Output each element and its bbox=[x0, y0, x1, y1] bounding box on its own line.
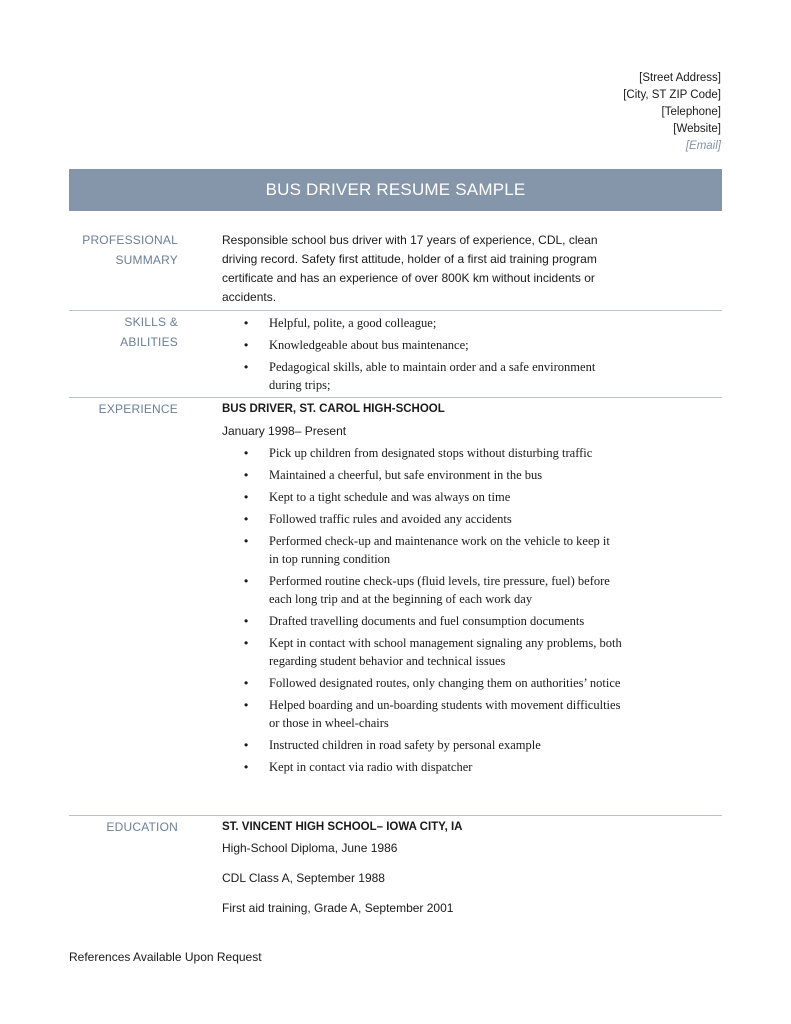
list-item: • Kept to a tight schedule and was always on time bbox=[244, 490, 511, 504]
street-address: [Street Address] bbox=[639, 72, 721, 84]
list-item: • Drafted travelling documents and fuel consumption documents bbox=[244, 614, 585, 628]
divider-2 bbox=[69, 397, 722, 398]
list-item: • Performed check-up and maintenance work on the vehicle to keep it in top running condition bbox=[244, 534, 610, 566]
list-item: • Kept in contact via radio with dispatcher bbox=[244, 760, 473, 774]
education-line: First aid training, Grade A, September 2001 bbox=[222, 901, 454, 915]
education-content bbox=[222, 818, 622, 918]
list-item: • Helped boarding and un-boarding students with movement difficulties or those in wheel-chairs bbox=[244, 698, 621, 730]
title-banner bbox=[69, 169, 722, 211]
skills-content bbox=[222, 314, 622, 398]
summary-text: Responsible school bus driver with 17 years of experience, CDL, clean driving record. Safety first attitude, holder of a first aid training program certificate and has an experience of over 800K km without incidents or accidents. bbox=[222, 233, 598, 304]
city-state-zip: [City, ST ZIP Code] bbox=[623, 89, 721, 101]
summary-content bbox=[222, 231, 622, 307]
list-item: • Maintained a cheerful, but safe environment in the bus bbox=[244, 468, 543, 482]
skills-label: SKILLS & ABILITIES bbox=[120, 315, 178, 349]
experience-content bbox=[222, 400, 622, 780]
job-dates: January 1998– Present bbox=[222, 424, 347, 438]
education-line: High-School Diploma, June 1986 bbox=[222, 841, 398, 855]
summary-label bbox=[69, 230, 178, 270]
education-label: EDUCATION bbox=[106, 820, 178, 834]
list-item: • Knowledgeable about bus maintenance; bbox=[244, 338, 469, 352]
school-title: ST. VINCENT HIGH SCHOOL– IOWA CITY, IA bbox=[222, 821, 463, 833]
contact-block bbox=[623, 70, 721, 155]
experience-label: EXPERIENCE bbox=[98, 402, 178, 416]
list-item: • Pick up children from designated stops without disturbing traffic bbox=[244, 446, 593, 460]
summary-label-line1: PROFESSIONAL bbox=[82, 233, 178, 247]
email: [Email] bbox=[685, 140, 721, 152]
experience-list bbox=[222, 444, 622, 776]
resume-title: BUS DRIVER RESUME SAMPLE bbox=[265, 180, 526, 199]
job-title: BUS DRIVER, ST. CAROL HIGH-SCHOOL bbox=[222, 403, 445, 415]
divider-3 bbox=[69, 815, 722, 816]
list-item: • Kept in contact with school management signaling any problems, both regarding student behavior and technical issues bbox=[244, 636, 622, 668]
list-item: • Followed designated routes, only changing them on authorities’ notice bbox=[244, 676, 621, 690]
education-line: CDL Class A, September 1988 bbox=[222, 871, 385, 885]
references-note: References Available Upon Request bbox=[69, 950, 262, 964]
list-item: • Instructed children in road safety by personal example bbox=[244, 738, 541, 752]
website: [Website] bbox=[673, 123, 721, 135]
list-item: • Pedagogical skills, able to maintain order and a safe environment during trips; bbox=[244, 360, 596, 392]
list-item: • Helpful, polite, a good colleague; bbox=[244, 316, 437, 330]
list-item: • Performed routine check-ups (fluid levels, tire pressure, fuel) before each long trip and at the beginning of each work day bbox=[244, 574, 610, 606]
list-item: • Followed traffic rules and avoided any accidents bbox=[244, 512, 512, 526]
summary-label-line2: SUMMARY bbox=[115, 253, 178, 267]
telephone: [Telephone] bbox=[661, 106, 721, 118]
divider-1 bbox=[69, 310, 722, 311]
skills-list bbox=[222, 314, 622, 394]
